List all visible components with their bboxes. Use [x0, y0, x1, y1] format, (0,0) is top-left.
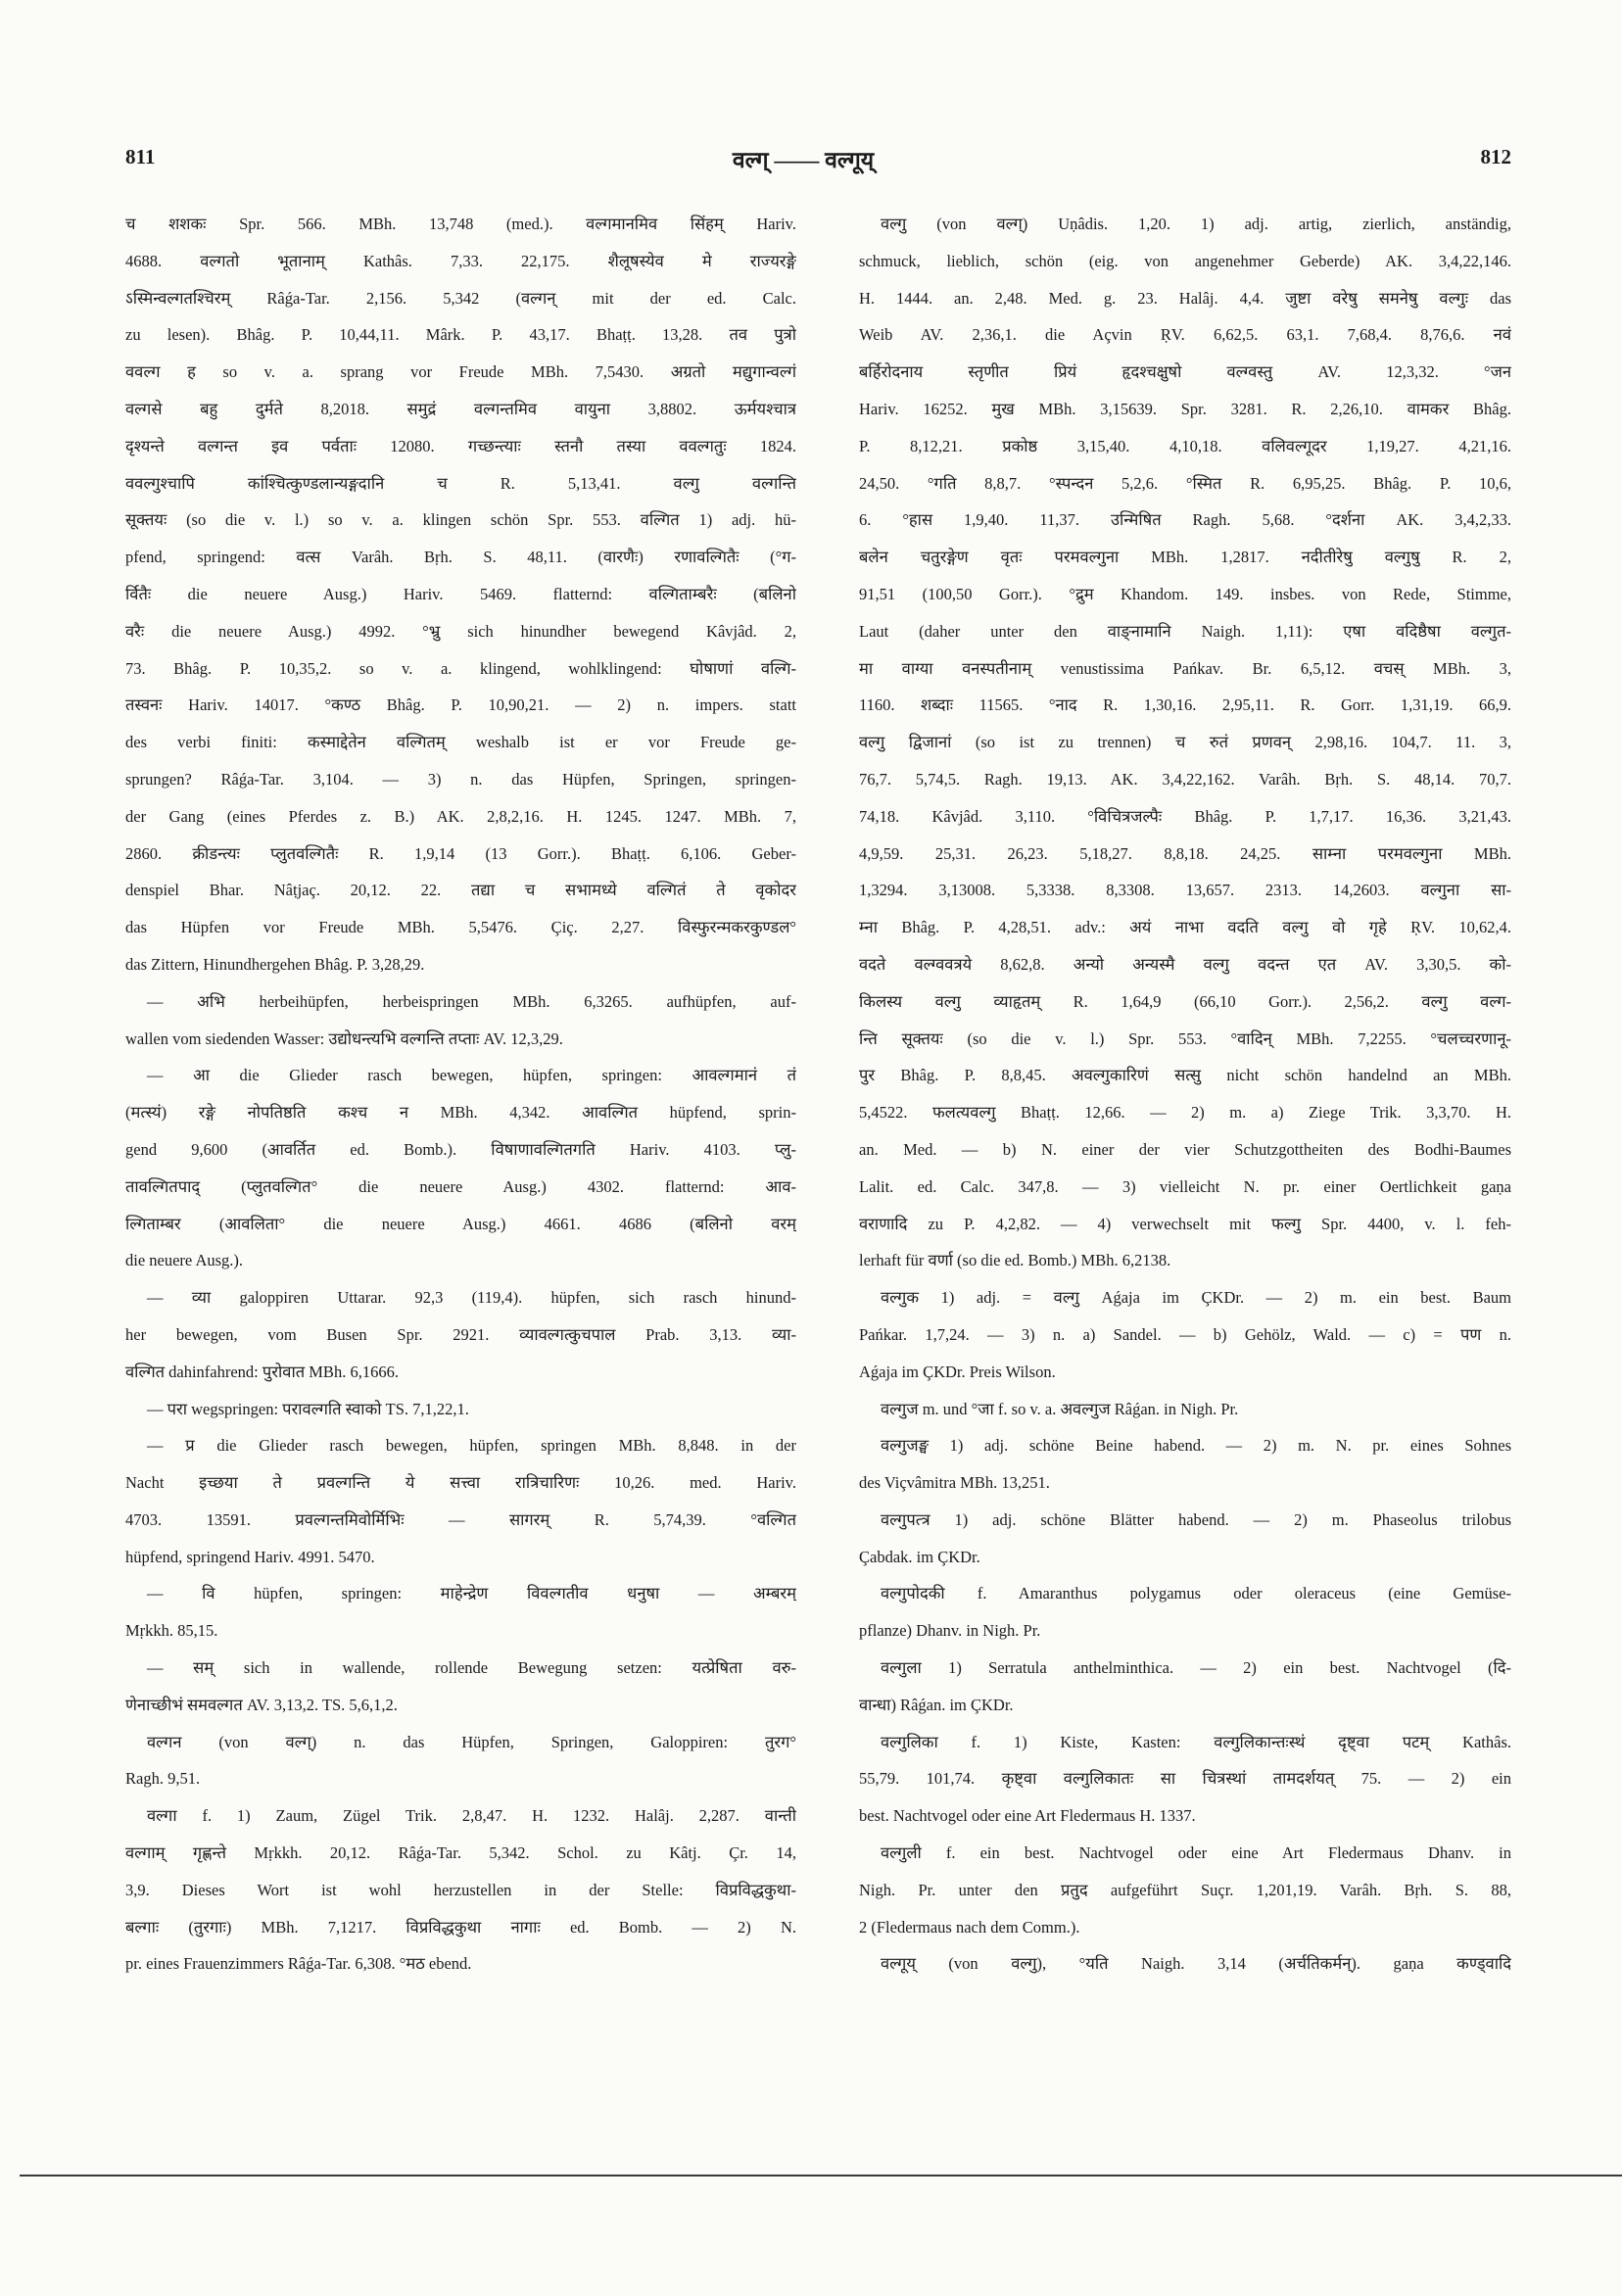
dictionary-entry [125, 1724, 796, 1798]
text-line: 4,9,59. 25,31. 26,23. 5,18,27. 8,8,18. 24,25. साम्ना परमवल्गुना MBh. [859, 843, 1511, 863]
text-line: gend 9,600 (आवर्तित ed. Bomb.). विषाणावल्गितगति Hariv. 4103. प्लु- [125, 1139, 796, 1159]
text-line: दृश्यन्ते वल्गन्त इव पर्वताः 12080. गच्छन्त्याः स्तनौ तस्या ववल्गतुः 1824. [125, 436, 796, 455]
text-line: — व्या galoppiren Uttarar. 92,3 (119,4). hüpfen, sich rasch hinund- [147, 1288, 796, 1308]
text-line: Aǵaja im ÇKDr. Preis Wilson. [859, 1362, 1056, 1381]
text-line: — परा wegspringen: परावल्गति स्वाको TS. 7,1,22,1. [147, 1399, 469, 1418]
text-line: 24,50. °गति 8,8,7. °स्पन्दन 5,2,6. °स्मित R. 6,95,25. Bhâg. P. 10,6, [859, 473, 1511, 493]
text-line: pflanze) Dhanv. in Nigh. Pr. [859, 1621, 1041, 1641]
dictionary-entry [859, 1650, 1511, 1724]
text-line: वल्गु द्विजानां (so ist zu trennen) च रुतं प्रणवन् 2,98,16. 104,7. 11. 3, [859, 733, 1511, 752]
text-line: Mṛkkh. 85,15. [125, 1621, 218, 1641]
dictionary-entry [859, 1427, 1511, 1502]
text-line: वदते वल्ग्ववत्रये 8,62,8. अन्यो अन्यस्मै वल्गु वदन्त एत AV. 3,30,5. को- [859, 954, 1511, 974]
text-line: वल्गाम् गृह्णन्ते Mṛkkh. 20,12. Râǵa-Tar. 5,342. Schol. zu Kâtj. Çr. 14, [125, 1843, 796, 1863]
text-line: वल्गा f. 1) Zaum, Zügel Trik. 2,8,47. H. 1232. Halâj. 2,287. वान्ती [147, 1806, 796, 1826]
text-line: वल्गुलिका f. 1) Kiste, Kasten: वल्गुलिकान्तःस्थं दृष्ट्वा पटम् Kathâs. [881, 1732, 1511, 1751]
text-line: तावल्गितपाद् (प्लुतवल्गित° die neuere Ausg.) 4302. flatternd: आव- [125, 1176, 796, 1196]
text-line: म्ना Bhâg. P. 4,28,51. adv.: अयं नाभा वदति वल्गु वो गृहे ṚV. 10,62,4. [859, 918, 1511, 937]
text-line: वल्गुपोदकी f. Amaranthus polygamus oder oleraceus (eine Gemüse- [881, 1584, 1511, 1603]
text-line: 2860. क्रीडन्त्यः प्लुतवल्गितैः R. 1,9,14 (13 Gorr.). Bhaṭṭ. 6,106. Geber- [125, 843, 796, 863]
text-line: बल्गाः (तुरगाः) MBh. 7,1217. विप्रविद्धकुथा नागाः ed. Bomb. — 2) N. [125, 1917, 796, 1937]
text-line: न्ति सूक्तयः (so die v. l.) Spr. 553. °वादिन् MBh. 7,2255. °चलच्चरणानू- [859, 1028, 1511, 1048]
dictionary-entry [859, 1502, 1511, 1576]
text-line: वल्गुला 1) Serratula anthelminthica. — 2) ein best. Nachtvogel (दि- [881, 1658, 1511, 1678]
text-line: — वि hüpfen, springen: माहेन्द्रेण विवल्गतीव धनुषा — अम्बरम् [147, 1584, 796, 1603]
text-line: Nigh. Pr. unter den प्रतुद aufgeführt Suçr. 1,201,19. Varâh. Bṛh. S. 88, [859, 1880, 1511, 1899]
text-line: 4703. 13591. प्रवल्गन्तमिवोर्मिभिः — सागरम् R. 5,74,39. °वल्गित [125, 1509, 796, 1529]
text-line: वल्गुजङ्घ 1) adj. schöne Beine habend. — 2) m. N. pr. eines Sohnes [881, 1436, 1511, 1456]
text-line: 55,79. 101,74. कृष्ट्वा वल्गुलिकातः सा चित्रस्थां तामदर्शयत् 75. — 2) ein [859, 1769, 1511, 1789]
text-line: णेनाच्छीभं समवल्गत AV. 3,13,2. TS. 5,6,1,2. [125, 1695, 398, 1714]
text-line: मा वाग्या वनस्पतीनाम् venustissima Pańkav. Br. 6,5,12. वचस् MBh. 3, [859, 658, 1511, 678]
text-line: तस्वनः Hariv. 14017. °कण्ठ Bhâg. P. 10,90,21. — 2) n. impers. statt [125, 695, 796, 715]
text-line: ववल्ग ह so v. a. sprang vor Freude MBh. 7,5430. अग्रतो मद्युगान्वल्गं [125, 362, 796, 382]
text-line: zu lesen). Bhâg. P. 10,44,11. Mârk. P. 43,17. Bhaṭṭ. 13,28. तव पुत्रो [125, 325, 796, 345]
text-line: वल्गुपत्त्र 1) adj. schöne Blätter habend. — 2) m. Phaseolus trilobus [881, 1509, 1511, 1529]
text-line: वल्गूय् (von वल्गु), °यति Naigh. 3,14 (अर्चतिकर्मन्). gaṇa कण्ड्वादि [881, 1954, 1511, 1974]
dictionary-entry [859, 1391, 1511, 1428]
dictionary-entry [125, 1057, 796, 1279]
text-line: — सम् sich in wallende, rollende Bewegung setzen: यत्प्रेषिता वरु- [147, 1658, 796, 1678]
dictionary-entry [125, 1575, 796, 1650]
text-line: best. Nachtvogel oder eine Art Fledermaus H. 1337. [859, 1806, 1196, 1826]
continued-entry [125, 206, 796, 983]
page-number-left: 811 [125, 145, 156, 168]
text-line: — प्र die Glieder rasch bewegen, hüpfen, springen MBh. 8,848. in der [147, 1436, 796, 1456]
text-line: Lalit. ed. Calc. 347,8. — 3) vielleicht N. pr. einer Oertlichkeit gaṇa [859, 1176, 1511, 1196]
text-line: Pańkar. 1,7,24. — 3) n. a) Sandel. — b) Gehölz, Wald. — c) = पण n. [859, 1324, 1511, 1344]
text-line: 74,18. Kâvjâd. 3,110. °विचित्रजल्पैः Bhâg. P. 1,7,17. 16,36. 3,21,43. [859, 806, 1511, 826]
text-line: बलेन चतुरङ्गेण वृतः परमवल्गुना MBh. 1,2817. नदीतीरेषु वल्गुषु R. 2, [859, 548, 1511, 567]
text-line: वराणादि zu P. 4,2,82. — 4) verwechselt mit फल्गु Spr. 4400, v. l. feh- [859, 1214, 1511, 1233]
text-line: denspiel Bhar. Nâṭjaç. 20,12. 22. तद्या च सभामध्ये वल्गितं ते वृकोदर [125, 881, 796, 900]
text-line: das Zittern, Hinundhergehen Bhâg. P. 3,28,29. [125, 954, 425, 974]
dictionary-entry-continues [859, 1945, 1511, 1983]
text-line: 1,3294. 3,13008. 5,3338. 8,3308. 13,657. 2313. 14,2603. वल्गुना सा- [859, 881, 1511, 900]
text-line: च शशकः Spr. 566. MBh. 13,748 (med.). वल्गमानमिव सिंहम् Hariv. [125, 215, 796, 233]
text-line: ऽस्मिन्वल्गतश्चिरम् Râǵa-Tar. 2,156. 5,342 (वल्गन् mit der ed. Calc. [125, 288, 796, 308]
text-line: pr. eines Frauenzimmers Râǵa-Tar. 6,308. °मठ ebend. [125, 1954, 472, 1974]
text-line: वल्गित dahinfahrend: पुरोवात MBh. 6,1666. [125, 1362, 399, 1381]
text-line: ववल्गुश्चापि कांश्चित्कुण्डलान्यङ्गदानि च R. 5,13,41. वल्गु वल्गन्ति [125, 473, 796, 493]
text-line: 4688. वल्गतो भूतानाम् Kathâs. 7,33. 22,175. शैलूषस्येव मे राज्यरङ्गे [125, 251, 796, 270]
text-line: बर्हिरोदनाय स्तृणीत प्रियं हृदश्चक्षुषो वल्ग्वस्तु AV. 12,3,32. °जन [859, 362, 1511, 382]
text-line: — अभि herbeihüpfen, herbeispringen MBh. 6,3265. aufhüpfen, auf- [147, 991, 796, 1011]
dictionary-entry [859, 206, 1511, 1279]
text-line: H. 1444. an. 2,48. Med. g. 23. Halâj. 4,4. जुष्टा वरेषु समनेषु वल्गुः das [859, 288, 1511, 308]
text-line: das Hüpfen vor Freude MBh. 5,5476. Çiç. 2,27. विस्फुरन्मकरकुण्डल° [125, 918, 796, 937]
running-head: वल्ग् —— वल्गूय् [732, 148, 875, 172]
text-line: P. 8,12,21. प्रकोष्ठ 3,15,40. 4,10,18. वलिवल्गूदर 1,19,27. 4,21,16. [859, 436, 1511, 455]
text-line: 73. Bhâg. P. 10,35,2. so v. a. klingend, wohlklingend: घोषाणां वल्गि- [125, 658, 796, 678]
text-line: des verbi finiti: कस्माद्देतेन वल्गितम् weshalb ist er vor Freude ge- [125, 733, 796, 752]
footer-rule [20, 2175, 1622, 2176]
left-column [125, 206, 796, 1983]
dictionary-entry [859, 1724, 1511, 1835]
text-line: किलस्य वल्गु व्याहृतम् R. 1,64,9 (66,10 Gorr.). 2,56,2. वल्गु वल्ग- [859, 991, 1511, 1011]
text-line: वल्गन (von वल्ग्) n. das Hüpfen, Springen, Galoppiren: तुरग° [147, 1732, 796, 1751]
text-line: (मत्स्यं) रङ्गे नोपतिष्ठति कश्च न MBh. 4,342. आवल्गित hüpfend, sprin- [125, 1103, 796, 1123]
text-line: वान्धा) Râǵan. im ÇKDr. [859, 1695, 1014, 1714]
text-line: die neuere Ausg.). [125, 1251, 244, 1270]
dictionary-entry [125, 1427, 796, 1575]
text-line: Çabdak. im ÇKDr. [859, 1547, 980, 1566]
text-line: 76,7. 5,74,5. Ragh. 19,13. AK. 3,4,22,162. Varâh. Bṛh. S. 48,14. 70,7. [859, 769, 1511, 789]
text-line: वल्गुज m. und °जा f. so v. a. अवल्गुज Râǵan. in Nigh. Pr. [881, 1399, 1239, 1418]
text-line: 91,51 (100,50 Gorr.). °द्रुम Khandom. 149. insbes. von Rede, Stimme, [859, 584, 1511, 603]
text-line: Nacht इच्छया ते प्रवल्गन्ति ये सत्त्वा रात्रिचारिणः 10,26. med. Hariv. [125, 1473, 796, 1493]
text-line: 5,4522. फलत्यवल्गु Bhaṭṭ. 12,66. — 2) m. a) Ziege Trik. 3,3,70. H. [859, 1103, 1511, 1123]
text-line: पुर Bhâg. P. 8,8,45. अवल्गुकारिणं सत्सु nicht schön handelnd an MBh. [859, 1066, 1511, 1085]
text-line: 3,9. Dieses Wort ist wohl herzustellen in der Stelle: विप्रविद्धकुथा- [125, 1880, 796, 1899]
page-number-right: 812 [1480, 145, 1511, 168]
text-line: 2 (Fledermaus nach dem Comm.). [859, 1917, 1080, 1937]
text-line: र्वितैः die neuere Ausg.) Hariv. 5469. flatternd: वल्गिताम्बरैः (बलिनो [125, 584, 796, 603]
text-line: वल्गुक 1) adj. = वल्गु Aǵaja im ÇKDr. — 2) m. ein best. Baum [881, 1288, 1511, 1308]
text-line: — आ die Glieder rasch bewegen, hüpfen, springen: आवल्गमानं तं [147, 1066, 796, 1085]
text-line: Hariv. 16252. मुख MBh. 3,15639. Spr. 3281. R. 2,26,10. वामकर Bhâg. [859, 399, 1511, 418]
dictionary-entry [125, 1391, 796, 1428]
text-line: wallen vom siedenden Wasser: उद्योधन्त्यभि वल्गन्ति तप्ताः AV. 12,3,29. [125, 1028, 563, 1048]
text-line: 1160. शब्दाः 11565. °नाद R. 1,30,16. 2,95,11. R. Gorr. 1,31,19. 66,9. [859, 695, 1511, 715]
text-line: वल्गुली f. ein best. Nachtvogel oder eine Art Fledermaus Dhanv. in [881, 1843, 1511, 1863]
text-line: pfend, springend: वत्स Varâh. Bṛh. S. 48,11. (वारणैः) रणावल्गितैः (°ग- [125, 548, 796, 567]
text-line: ल्गिताम्बर (आवलिता° die neuere Ausg.) 4661. 4686 (बलिनो वरम् [125, 1214, 796, 1233]
text-line: lerhaft für वर्णा (so die ed. Bomb.) MBh. 6,2138. [859, 1251, 1171, 1270]
text-line: hüpfend, springend Hariv. 4991. 5470. [125, 1547, 375, 1566]
dictionary-entry [125, 1650, 796, 1724]
right-column [859, 206, 1511, 1983]
text-line: सूक्तयः (so die v. l.) so v. a. klingen schön Spr. 553. वल्गित 1) adj. hü- [125, 510, 796, 530]
text-line: Weib AV. 2,36,1. die Açvin ṚV. 6,62,5. 63,1. 7,68,4. 8,76,6. नवं [859, 325, 1511, 345]
text-line: Ragh. 9,51. [125, 1769, 201, 1789]
text-line: her bewegen, vom Busen Spr. 2921. व्यावल्गत्कुचपाल Prab. 3,13. व्या- [125, 1324, 796, 1344]
dictionary-entry [859, 1835, 1511, 1945]
text-line: वरैः die neuere Ausg.) 4992. °भ्रु sich hinundher bewegend Kâvjâd. 2, [125, 621, 796, 641]
text-line: an. Med. — b) N. einer der vier Schutzgottheiten des Bodhi-Baumes [859, 1139, 1511, 1159]
dictionary-entry [859, 1575, 1511, 1650]
text-line: Laut (daher unter den वाङ्नामानि Naigh. 1,11): एषा वदिष्ठैषा वल्गुत- [859, 621, 1511, 641]
dictionary-entry [125, 1279, 796, 1390]
text-line: schmuck, lieblich, schön (eig. von angenehmer Geberde) AK. 3,4,22,146. [859, 251, 1511, 270]
text-line: वल्गसे बहु दुर्मते 8,2018. समुद्रं वल्गन्तमिव वायुना 3,8802. ऊर्मयश्चात्र [125, 399, 796, 418]
text-line: 6. °हास 1,9,40. 11,37. उन्मिषित Ragh. 5,68. °दर्शना AK. 3,4,2,33. [859, 510, 1511, 530]
dictionary-entry [125, 1797, 796, 1983]
text-line: वल्गु (von वल्ग्) Uṇâdis. 1,20. 1) adj. artig, zierlich, anständig, [881, 215, 1511, 233]
dictionary-entry [859, 1279, 1511, 1390]
dictionary-entry [125, 983, 796, 1058]
text-line: der Gang (eines Pferdes z. B.) AK. 2,8,2,16. H. 1245. 1247. MBh. 7, [125, 806, 796, 826]
text-line: des Viçvâmitra MBh. 13,251. [859, 1473, 1050, 1493]
text-line: sprungen? Râǵa-Tar. 3,104. — 3) n. das Hüpfen, Springen, springen- [125, 769, 796, 789]
